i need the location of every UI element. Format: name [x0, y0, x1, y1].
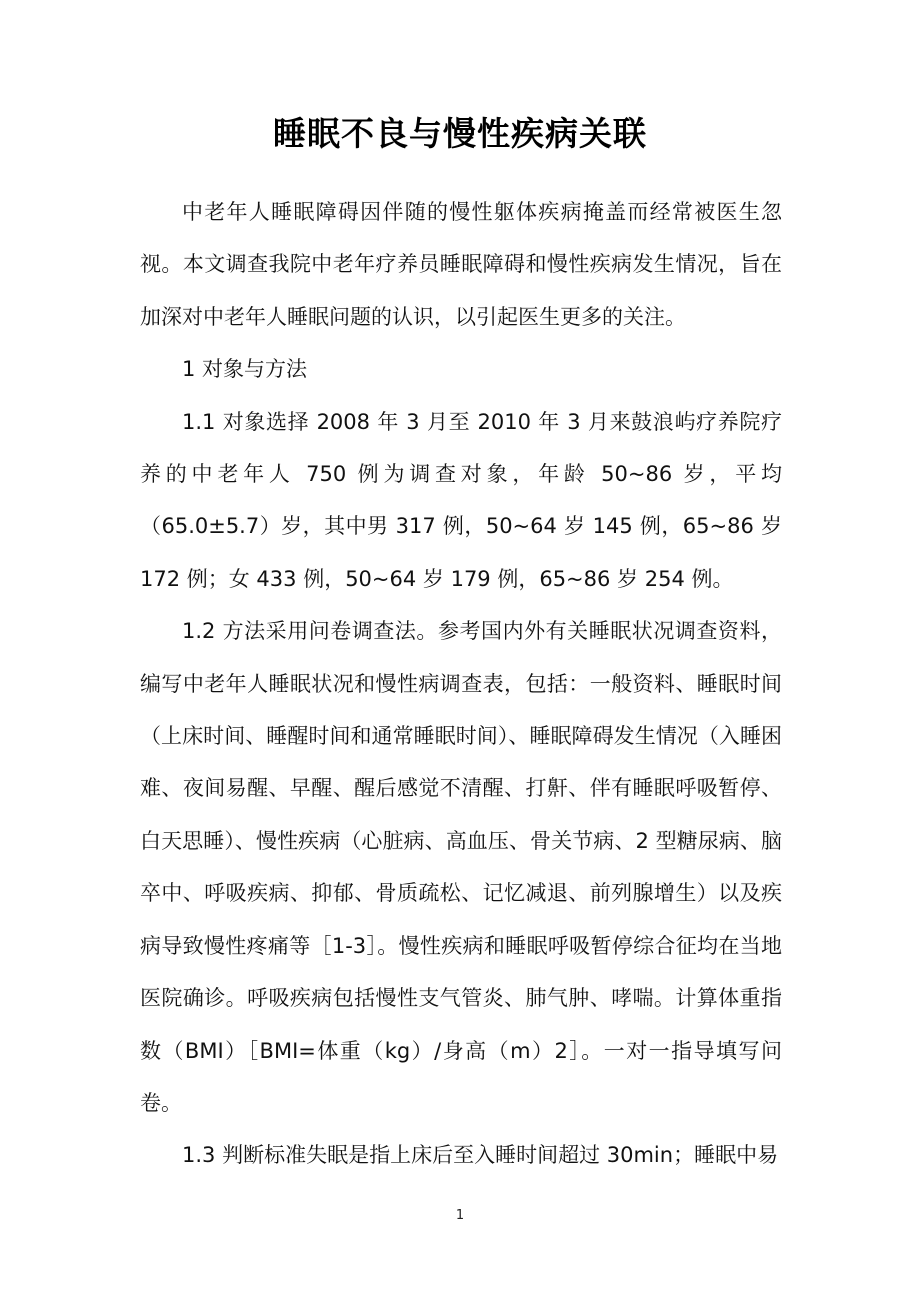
document-title: 睡眠不良与慢性疾病关联 [273, 114, 647, 153]
intro-paragraph: 中老年人睡眠障碍因伴随的慢性躯体疾病掩盖而经常被医生忽视。本文调查我院中老年疗养员睡眠障碍和慢性疾病发生情况，旨在加深对中老年人睡眠问题的认识，以引起医生更多的关注。 [140, 200, 782, 329]
subjects-paragraph: 1.1 对象选择 2008 年 3 月至 2010 年 3 月来鼓浪屿疗养院疗养的中老年人 750 例为调查对象，年龄 50~86 岁，平均（65.0±5.7）岁，其中男 317 例，50~64 岁 145 例，65~86 岁 172 例；女 433 例，50~64 岁 179 例，65~86 岁 254 例。 [140, 409, 782, 591]
criteria-paragraph: 1.3 判断标准失眠是指上床后至入睡时间超过 30min；睡眠中易 [182, 1143, 779, 1168]
document-body [140, 186, 782, 1182]
page-number: 1 [455, 1208, 465, 1223]
section-heading: 1 对象与方法 [182, 357, 308, 382]
methods-paragraph: 1.2 方法采用问卷调查法。参考国内外有关睡眠状况调查资料，编写中老年人睡眠状况和慢性病调查表，包括：一般资料、睡眠时间（上床时间、睡醒时间和通常睡眠时间）、睡眠障碍发生情况（入睡困难、夜间易醒、早醒、醒后感觉不清醒、打鼾、伴有睡眠呼吸暂停、白天思睡）、慢性疾病（心脏病、高血压、骨关节病、2 型糖尿病、脑卒中、呼吸疾病、抑郁、骨质疏松、记忆减退、前列腺增生）以及疾病导致慢性疼痛等［1-3］。慢性疾病和睡眠呼吸暂停综合征均在当地医院确诊。呼吸疾病包括慢性支气管炎、肺气肿、哮喘。计算体重指数（BMI）［BMI=体重（kg）/身高（m）2］。一对一指导填写问卷。 [140, 619, 782, 1115]
